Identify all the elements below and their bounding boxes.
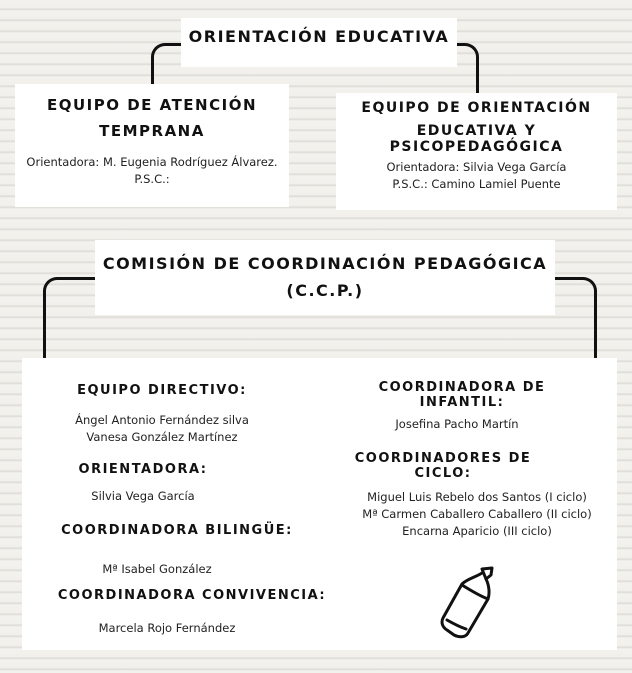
name-line: Encarna Aparicio (III ciclo): [402, 524, 552, 538]
orientadora-text: Orientadora: M. Eugenia Rodríguez Álvarez.: [26, 155, 278, 169]
psc-text: P.S.C.:: [134, 172, 170, 186]
heading-coordinadora-convivencia: COORDINADORA CONVIVENCIA:: [57, 588, 327, 603]
psc-text: P.S.C.: Camino Lamiel Puente: [392, 177, 561, 191]
card-title-line2: EDUCATIVA Y PSICOPEDAGÓGICA: [389, 123, 564, 155]
name-line: Silvia Vega García: [91, 489, 195, 503]
name-line: Marcela Rojo Fernández: [98, 621, 236, 635]
orientadora-text: Orientadora: Silvia Vega García: [386, 160, 567, 174]
name-line: Miguel Luis Rebelo dos Santos (I ciclo): [367, 490, 587, 504]
heading-coordinadores-ciclo: COORDINADORES DE CICLO:: [354, 451, 532, 481]
name-line: Vanesa González Martínez: [86, 430, 238, 444]
connector-ccp-right: [555, 277, 597, 360]
heading-equipo-directivo: EQUIPO DIRECTIVO:: [77, 383, 247, 398]
card-equipo-orientacion: [336, 93, 617, 210]
title-ccp: [95, 240, 555, 315]
marker-icon: [440, 563, 504, 643]
card-title-line1: EQUIPO DE ORIENTACIÓN: [361, 100, 592, 116]
card-title-line1: EQUIPO DE ATENCIÓN: [46, 96, 258, 114]
name-line: Ángel Antonio Fernández silva: [75, 413, 249, 427]
title-orientacion-educativa: [181, 18, 457, 67]
card-equipo-atencion-temprana: [15, 84, 289, 207]
heading-coordinadora-bilingue: COORDINADORA BILINGÜE:: [61, 523, 293, 538]
heading-orientadora: ORIENTADORA:: [78, 462, 208, 477]
connector-ccp-left: [43, 277, 98, 360]
ccp-title-line1: COMISIÓN DE COORDINACIÓN PEDAGÓGICA: [102, 254, 548, 273]
ccp-title-line2: (C.C.P.): [286, 281, 364, 300]
name-line: Mª Isabel González: [102, 562, 212, 576]
name-line: Josefina Pacho Martín: [395, 417, 519, 431]
heading-coordinadora-infantil: COORDINADORA DE INFANTIL:: [378, 380, 546, 410]
page-title: ORIENTACIÓN EDUCATIVA: [188, 27, 450, 46]
ccp-members-card: [22, 358, 617, 650]
name-line: Mª Carmen Caballero Caballero (II ciclo): [362, 507, 592, 521]
card-title-line2: TEMPRANA: [99, 122, 205, 140]
